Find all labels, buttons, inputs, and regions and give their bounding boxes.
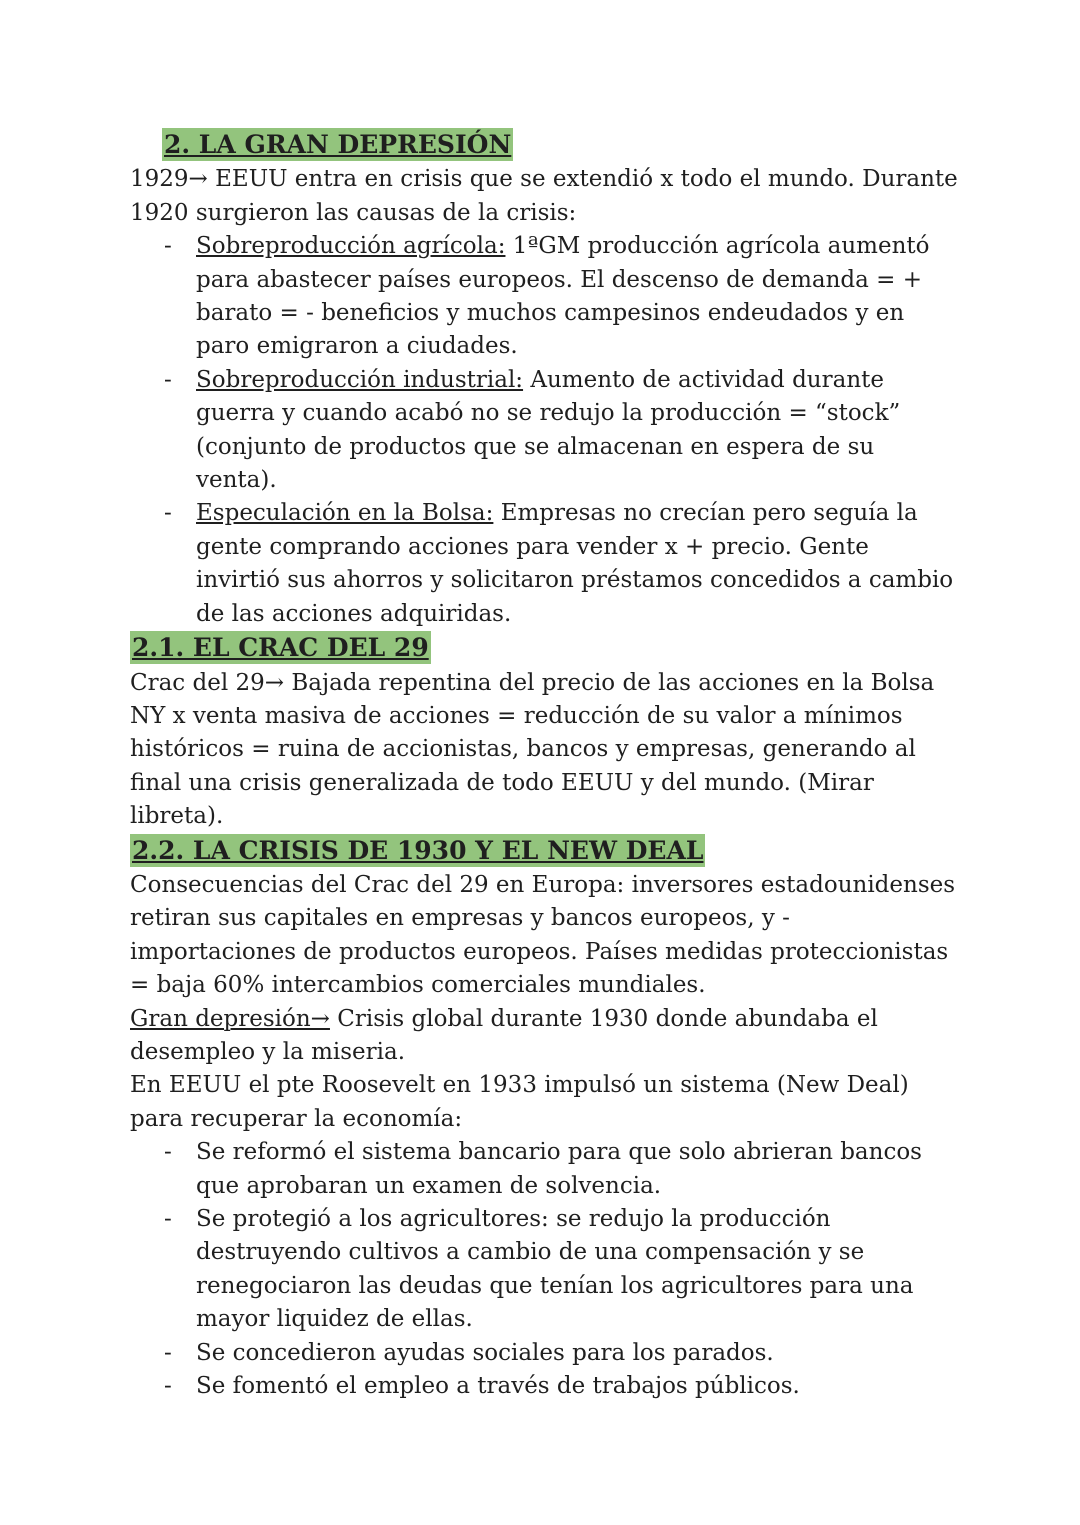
list-item bbox=[130, 230, 960, 364]
cause-term: Especulación en la Bolsa: bbox=[196, 500, 494, 527]
cause-term: Sobreproducción agrícola: bbox=[196, 233, 506, 260]
bullet-dash: - bbox=[164, 1139, 172, 1166]
causes-list bbox=[130, 230, 960, 631]
bullet-dash: - bbox=[164, 500, 172, 527]
measure-text: Se concedieron ayudas sociales para los parados. bbox=[196, 1339, 774, 1366]
bullet-dash: - bbox=[164, 1206, 172, 1232]
measure-text: Se reformó el sistema bancario para que solo abrieran bancos que aprobaran un examen de solvencia. bbox=[196, 1139, 922, 1199]
section-heading-new-deal: 2.2. LA CRISIS DE 1930 Y EL NEW DEAL bbox=[132, 835, 704, 865]
gran-depresion-term: Gran depresión→ bbox=[130, 1005, 330, 1032]
new-deal-paragraph: En EEUU el pte Roosevelt en 1933 impulsó un sistema (New Deal) para recuperar la economía: bbox=[130, 1072, 909, 1132]
notes-content bbox=[130, 128, 960, 1403]
cause-text: Empresas no crecían pero seguía la gente comprando acciones para vender x + precio. Gente invirtió sus ahorros y solicitaron préstamos concedidos a cambio de las acciones adquiridas. bbox=[196, 500, 954, 627]
gran-depresion-paragraph bbox=[130, 1003, 960, 1070]
new-deal-measures-list bbox=[130, 1136, 960, 1403]
list-item bbox=[130, 1136, 960, 1203]
crac-paragraph: Crac del 29→ Bajada repentina del precio de las acciones en la Bolsa NY x venta masiva de acciones = reducción de su valor a mínimos históricos = ruina de accionistas, bancos y empresas, generando al final una crisis generalizada de todo EEUU y del mundo. (Mirar libreta). bbox=[130, 669, 935, 830]
measure-text: Se protegió a los agricultores: se redujo la producción destruyendo cultivos a cambio de una compensación y se renegociaron las deudas que tenían los agricultores para una mayor liquidez de ellas. bbox=[196, 1206, 914, 1333]
bullet-dash: - bbox=[164, 1373, 172, 1400]
list-item bbox=[130, 1203, 960, 1337]
cause-term: Sobreproducción industrial: bbox=[196, 366, 524, 393]
bullet-dash: - bbox=[164, 1339, 172, 1366]
list-item bbox=[130, 1370, 960, 1403]
section-heading-gran-depresion: 2. LA GRAN DEPRESIÓN bbox=[164, 130, 512, 159]
cause-text: 1ªGM producción agrícola aumentó para abastecer países europeos. El descenso de demanda = + barato = - beneficios y muchos campesinos endeudados y en paro emigraron a ciudades. bbox=[196, 233, 930, 360]
list-item bbox=[130, 1337, 960, 1370]
gran-depresion-text: Crisis global durante 1930 donde abundaba el desempleo y la miseria. bbox=[130, 1005, 878, 1065]
list-item bbox=[130, 497, 960, 631]
cause-text: Aumento de actividad durante guerra y cuando acabó no se redujo la producción = “stock” (conjunto de productos que se almacenan en espera de su venta). bbox=[196, 366, 901, 494]
consequences-paragraph: Consecuencias del Crac del 29 en Europa: inversores estadounidenses retiran sus capitales en empresas y bancos europeos, y - importaciones de productos europeos. Países medidas proteccionistas = baja 60% intercambios comerciales mundiales. bbox=[130, 871, 956, 999]
bullet-dash: - bbox=[164, 366, 172, 393]
measure-text: Se fomentó el empleo a través de trabajos públicos. bbox=[196, 1373, 800, 1400]
list-item bbox=[130, 364, 960, 498]
bullet-dash: - bbox=[164, 233, 172, 260]
section-heading-crac-29: 2.1. EL CRAC DEL 29 bbox=[132, 633, 429, 663]
intro-paragraph: 1929→ EEUU entra en crisis que se extendió x todo el mundo. Durante 1920 surgieron las causas de la crisis: bbox=[130, 166, 958, 226]
